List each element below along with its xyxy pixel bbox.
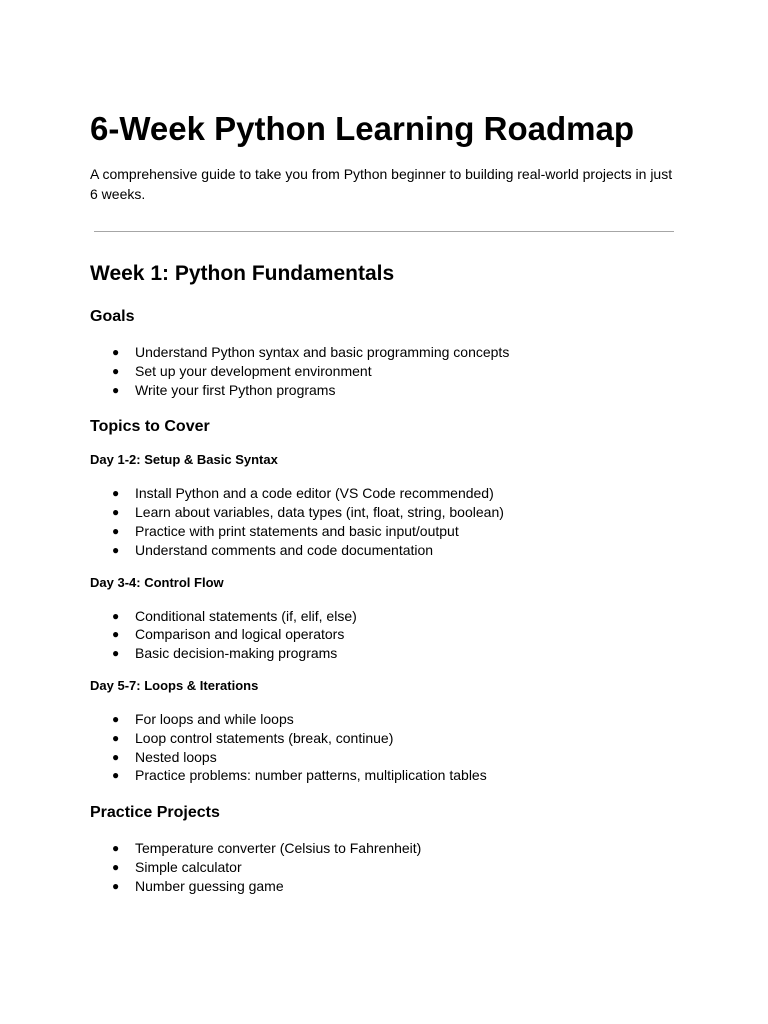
list-item: [90, 839, 678, 858]
list-item-text: Comparison and logical operators: [135, 626, 345, 643]
week1-heading: Week 1: Python Fundamentals: [90, 262, 395, 285]
document-title: 6-Week Python Learning Roadmap: [90, 110, 634, 147]
list-item: [90, 522, 678, 541]
list-item: [90, 729, 678, 748]
intro-paragraph: A comprehensive guide to take you from Python beginner to building real-world projects in just 6 weeks.: [90, 166, 673, 202]
list-item-text: Practice problems: number patterns, multiplication tables: [135, 767, 487, 784]
list-item-text: Install Python and a code editor (VS Code recommended): [135, 485, 494, 502]
projects-list: [90, 839, 678, 895]
list-item: [90, 503, 678, 522]
list-item-text: Nested loops: [135, 748, 217, 765]
day-1-2-list: [90, 484, 678, 559]
bullet-icon: ●: [112, 646, 120, 661]
list-item-text: Set up your development environment: [135, 362, 372, 379]
list-item-text: Number guessing game: [135, 877, 284, 894]
bullet-icon: ●: [112, 627, 120, 642]
list-item-text: Loop control statements (break, continue): [135, 729, 394, 746]
day-5-7-heading: Day 5-7: Loops & Iterations: [90, 677, 259, 693]
bullet-icon: ●: [112, 768, 120, 783]
list-item: [90, 625, 678, 644]
list-item: [90, 877, 678, 896]
list-item-text: Understand comments and code documentation: [135, 541, 434, 558]
goals-heading: Goals: [90, 308, 135, 325]
goals-list: [90, 343, 678, 399]
bullet-icon: ●: [112, 382, 120, 397]
bullet-icon: ●: [112, 363, 120, 378]
projects-heading: Practice Projects: [90, 804, 220, 822]
bullet-icon: ●: [112, 749, 120, 764]
list-item-text: Conditional statements (if, elif, else): [135, 607, 357, 624]
bullet-icon: ●: [112, 859, 120, 874]
list-item: [90, 644, 678, 663]
list-item: [90, 607, 678, 626]
bullet-icon: ●: [112, 486, 120, 501]
list-item: [90, 858, 678, 877]
list-item: [90, 381, 678, 400]
list-item: [90, 766, 678, 785]
day-3-4-heading: Day 3-4: Control Flow: [90, 574, 224, 590]
list-item-text: Temperature converter (Celsius to Fahrenheit): [135, 840, 422, 857]
list-item-text: Learn about variables, data types (int, float, string, boolean): [135, 504, 504, 521]
list-item: [90, 484, 678, 503]
bullet-icon: ●: [112, 730, 120, 745]
list-item-text: Write your first Python programs: [135, 381, 336, 398]
day-3-4-list: [90, 607, 678, 663]
bullet-icon: ●: [112, 711, 120, 726]
list-item: [90, 541, 678, 560]
list-item-text: Simple calculator: [135, 858, 242, 875]
bullet-icon: ●: [112, 878, 120, 893]
list-item: [90, 710, 678, 729]
bullet-icon: ●: [112, 345, 120, 359]
topics-heading: Topics to Cover: [90, 418, 210, 436]
horizontal-divider: [94, 231, 674, 232]
list-item-text: For loops and while loops: [135, 710, 294, 727]
list-item: [90, 748, 678, 767]
list-item-text: Understand Python syntax and basic programming concepts: [135, 344, 510, 360]
day-1-2-heading: Day 1-2: Setup & Basic Syntax: [90, 452, 278, 468]
list-item: [90, 343, 678, 362]
bullet-icon: ●: [112, 841, 120, 856]
bullet-icon: ●: [112, 608, 120, 623]
list-item-text: Practice with print statements and basic input/output: [135, 522, 459, 539]
list-item-text: Basic decision-making programs: [135, 645, 338, 662]
bullet-icon: ●: [112, 542, 120, 557]
bullet-icon: ●: [112, 523, 120, 538]
list-item: [90, 362, 678, 381]
day-5-7-list: [90, 710, 678, 785]
bullet-icon: ●: [112, 505, 120, 520]
